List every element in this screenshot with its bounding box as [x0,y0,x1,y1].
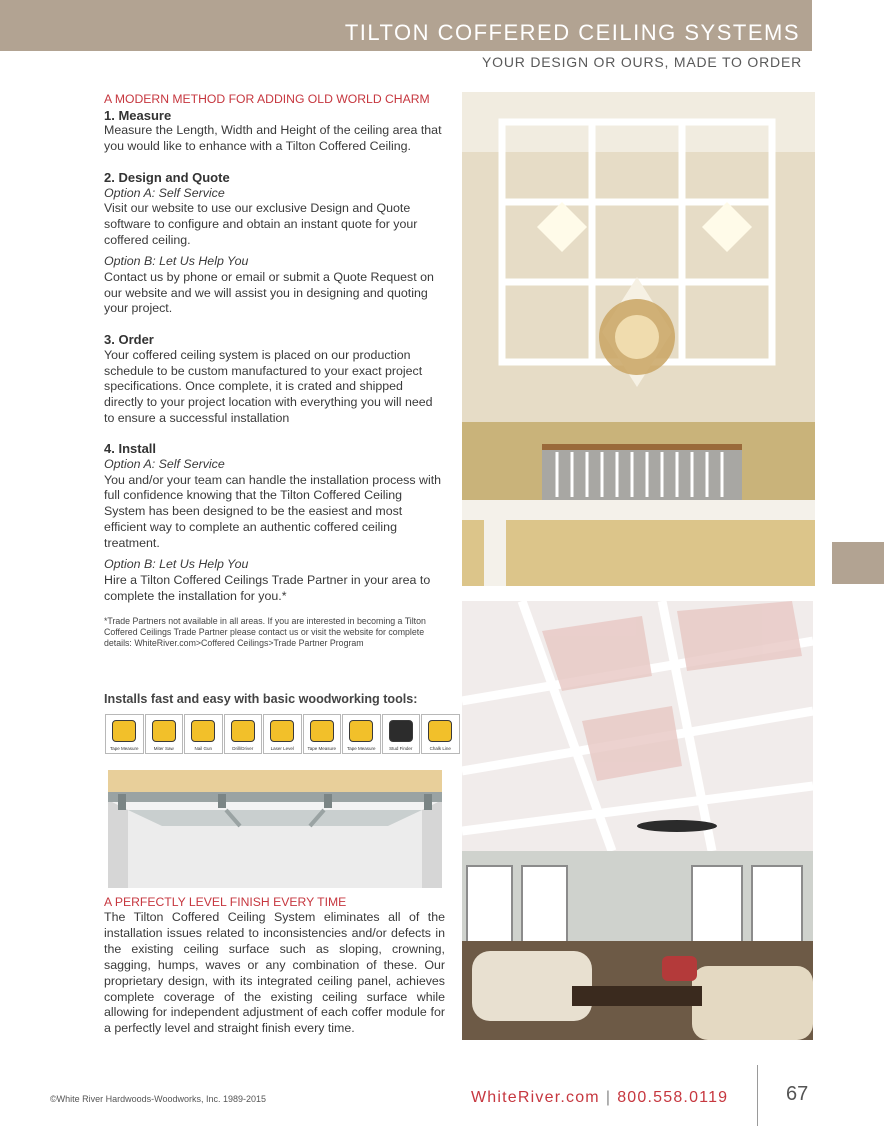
drill-icon [231,720,255,742]
tape-measure-icon [349,720,373,742]
tool-miter-saw: Miter Saw [145,714,184,754]
option-a-label: Option A: Self Service [104,457,225,472]
footer-divider [757,1065,758,1126]
option-a-label: Option A: Self Service [104,185,225,200]
step-text-measure: Measure the Length, Width and Height of the ceiling area that you would like to enhance with a Tilton Coffered Ceiling. [104,123,442,154]
step-text-order: Your coffered ceiling system is placed on our production schedule to be custom manufactured to your exact project specifications. Once complete, it is crated and shipped directly to your project location with everything you will need to ensure a successful installation [104,347,433,425]
section-tab [832,542,884,584]
laser-level-icon [270,720,294,742]
tool-laser-level: Laser Level [263,714,302,754]
tool-tape-measure: Tape Measure [303,714,342,754]
tool-nail-gun: Nail Gun [184,714,223,754]
tape-measure-icon [112,720,136,742]
contact-info [471,1089,728,1107]
section-heading: A PERFECTLY LEVEL FINISH EVERY TIME [104,895,347,909]
chalk-line-icon [428,720,452,742]
page-subtitle: YOUR DESIGN OR OURS, MADE TO ORDER [482,54,802,70]
nail-gun-icon [191,720,215,742]
step-title-measure: 1. Measure [104,107,172,123]
option-a-text: Visit our website to use our exclusive Design and Quote software to configure and obtain an instant quote for your coffered ceiling. [104,201,418,247]
copyright: ©White River Hardwoods-Woodworks, Inc. 1989-2015 [50,1094,267,1104]
section-heading: A MODERN METHOD FOR ADDING OLD WORLD CHARM [104,92,430,106]
coffered-ceiling-photo [462,92,815,586]
header-banner [0,0,812,51]
section-body: The Tilton Coffered Ceiling System eliminates all of the installation issues related to inconsistencies and/or defects in the existing ceiling surface such as sloping, crowning, sagging, humps, waves or any combination of these. Our proprietary design, with its integrated ceiling panel, achieves complete coverage of the existing ceiling surface while allowing for independent adjustment of each coffer module for a perfectly level and straight finish every time. [104,910,445,1036]
step-title-design: 2. Design and Quote [104,169,230,185]
tool-drill-driver: Drill/Driver [224,714,263,754]
living-room-ceiling-photo [462,601,813,1040]
tape-measure-icon [310,720,334,742]
option-b-label: Option B: Let Us Help You [104,557,249,572]
option-b-label: Option B: Let Us Help You [104,254,249,269]
step-title-order: 3. Order [104,332,154,348]
ceiling-system-diagram [108,770,442,888]
instructions-column [104,92,445,649]
tool-chalk-line: Chalk Line [421,714,460,754]
phone-number[interactable]: 800.558.0119 [617,1089,729,1106]
tool-stud-finder: Stud Finder [382,714,421,754]
miter-saw-icon [152,720,176,742]
website-link[interactable]: WhiteRiver.com [471,1089,600,1106]
separator: | [605,1089,612,1106]
page-number: 67 [786,1083,809,1105]
option-b-text: Contact us by phone or email or submit a Quote Request on our website and we will assist you in designing and quoting your project. [104,270,434,316]
footnote: *Trade Partners not available in all areas. If you are interested in becoming a Tilton Coffered Ceilings Trade Partner please contact us or visit the website for complete details: WhiteRiver.com>Coffered Ceilings>Trade Partner Program [104,616,426,649]
stud-finder-icon [389,720,413,742]
page-title: TILTON COFFERED CEILING SYSTEMS [344,20,800,45]
option-a-text: You and/or your team can handle the installation process with full confidence knowing that the Tilton Coffered Ceiling System has been designed to be the easiest and most efficient way to complete an authentic coffered ceiling treatment. [104,472,442,550]
tool-tape-measure: Tape Measure [342,714,381,754]
option-b-text: Hire a Tilton Coffered Ceilings Trade Partner in your area to complete the installation for you.* [104,572,431,603]
tools-strip [105,714,461,754]
tool-tape-measure: Tape Measure [105,714,144,754]
tools-title: Installs fast and easy with basic woodworking tools: [104,692,418,706]
step-title-install: 4. Install [104,441,157,457]
